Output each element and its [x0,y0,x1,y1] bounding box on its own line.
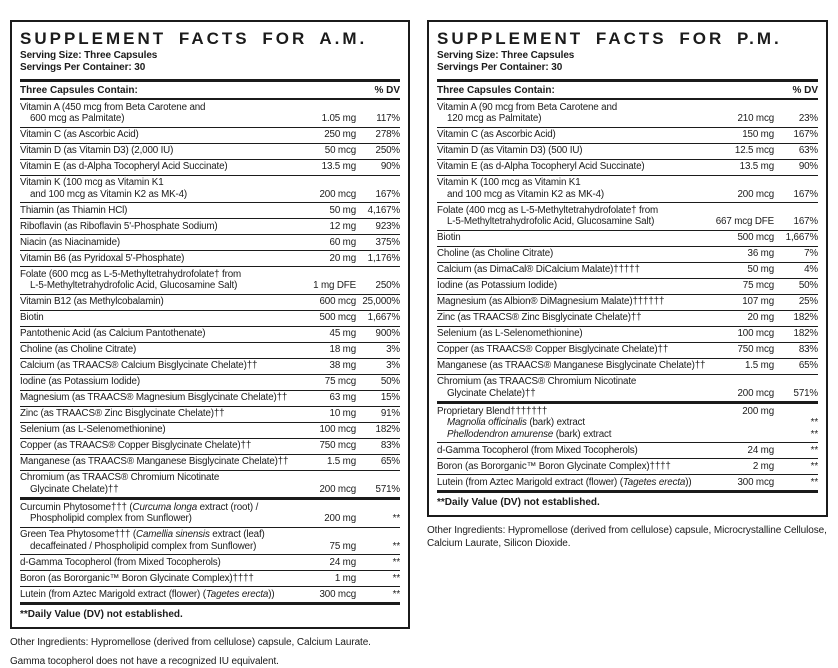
ingredient-name: Iodine (as Potassium Iodide) [437,280,710,292]
daily-value: 65% [356,456,400,468]
amount-value: 12 mg [292,221,356,233]
fact-line [437,429,818,441]
daily-value: ** [774,417,818,429]
fact-row [437,143,818,159]
ingredient-name: Biotin [20,312,292,324]
daily-value: 15% [356,392,400,404]
amount-value: 200 mcg [292,189,356,201]
amount-value: 210 mcg [710,113,774,125]
amount-value: 200 mcg [292,484,356,496]
fact-row [437,442,818,458]
amount-value: 200 mg [710,406,774,418]
fact-line [20,472,400,484]
ingredient-name: Vitamin A (450 mcg from Beta Carotene and [20,102,292,114]
am-dv-header: % DV [374,85,400,96]
fact-row [437,127,818,143]
fact-line [437,376,818,388]
fact-line [437,461,818,473]
fact-line [20,296,400,308]
fact-row [20,422,400,438]
fact-line [437,102,818,114]
fact-row [20,374,400,390]
ingredient-name: Vitamin E (as d-Alpha Tocopheryl Acid Succinate) [20,161,292,173]
am-column-header-row [20,79,400,100]
am-facts-rows [20,100,400,602]
pm-contains-header: Three Capsules Contain: [437,85,555,96]
daily-value: 90% [356,161,400,173]
fact-line [20,541,400,553]
pm-other-ingredients: Other Ingredients: Hypromellose (derived from cellulose) capsule, Microcrystalline Cellulose, Calcium Laurate, Silicon Dioxide. [427,525,828,550]
fact-line [20,408,400,420]
fact-line [437,189,818,201]
daily-value: 1,667% [356,312,400,324]
fact-line [20,484,400,496]
amount-value: 50 mg [292,205,356,217]
fact-row [20,250,400,266]
amount-value: 75 mcg [710,280,774,292]
amount-value: 75 mcg [292,376,356,388]
fact-line [437,248,818,260]
ingredient-name: Folate (400 mcg as L-5-Methyltetrahydrofolate† from [437,205,710,217]
fact-line [20,344,400,356]
daily-value: 375% [356,237,400,249]
amount-value: 50 mcg [292,145,356,157]
ingredient-name: Manganese (as TRAACS® Manganese Bisglycinate Chelate)†† [437,360,710,372]
daily-value: 900% [356,328,400,340]
fact-row [437,374,818,402]
fact-line [20,456,400,468]
amount-value: 20 mg [292,253,356,265]
daily-value: 167% [774,189,818,201]
ingredient-name: Vitamin E (as d-Alpha Tocopheryl Acid Succinate) [437,161,710,173]
daily-value: 250% [356,145,400,157]
daily-value: 571% [774,388,818,400]
am-other-ingredients: Other Ingredients: Hypromellose (derived from cellulose) capsule, Calcium Laurate. [10,637,410,650]
daily-value: 3% [356,360,400,372]
daily-value: ** [356,589,400,601]
amount-value: 10 mg [292,408,356,420]
fact-line [437,417,818,429]
daily-value: 571% [356,484,400,496]
pm-dv-header: % DV [792,85,818,96]
daily-value: ** [356,557,400,569]
daily-value: ** [356,541,400,553]
ingredient-name: Vitamin C (as Ascorbic Acid) [437,129,710,141]
amount-value: 24 mg [292,557,356,569]
fact-row [20,202,400,218]
fact-line [437,205,818,217]
fact-line [20,392,400,404]
amount-value: 36 mg [710,248,774,260]
daily-value: 182% [774,328,818,340]
fact-row [20,342,400,358]
ingredient-name: Choline (as Choline Citrate) [20,344,292,356]
ingredient-name: Pantothenic Acid (as Calcium Pantothenate) [20,328,292,340]
fact-row [20,570,400,586]
ingredient-name: Zinc (as TRAACS® Zinc Bisglycinate Chelate)†† [437,312,710,324]
fact-row [20,218,400,234]
ingredient-name: Niacin (as Niacinamide) [20,237,292,249]
fact-line [437,312,818,324]
amount-value: 500 mcg [710,232,774,244]
daily-value: ** [774,445,818,457]
ingredient-name: Green Tea Phytosome††† (Camellia sinensis extract (leaf) [20,529,292,541]
fact-line [20,573,400,585]
fact-row [20,100,400,127]
daily-value: 182% [774,312,818,324]
daily-value: 1,667% [774,232,818,244]
fact-line [20,280,400,292]
fact-row [437,401,818,442]
amount-value: 1.5 mg [292,456,356,468]
fact-row [437,458,818,474]
ingredient-name: Vitamin K (100 mcg as Vitamin K1 [437,177,710,189]
ingredient-name: Chromium (as TRAACS® Chromium Nicotinate [437,376,710,388]
fact-row [20,143,400,159]
fact-line [437,161,818,173]
ingredient-name: Zinc (as TRAACS® Zinc Bisglycinate Chelate)†† [20,408,292,420]
fact-line [437,280,818,292]
pm-servings-per-container: Servings Per Container: 30 [437,62,818,74]
am-additional-note: Gamma tocopherol does not have a recognized IU equivalent. [10,656,410,668]
fact-line [20,529,400,541]
fact-line [20,328,400,340]
fact-line [20,189,400,201]
daily-value: 1,176% [356,253,400,265]
amount-value: 12.5 mcg [710,145,774,157]
ingredient-name: Vitamin B6 (as Pyridoxal 5'-Phosphate) [20,253,292,265]
fact-line [20,269,400,281]
ingredient-name: Phospholipid complex from Sunflower) [20,513,292,525]
am-contains-header: Three Capsules Contain: [20,85,138,96]
ingredient-name: Riboflavin (as Riboflavin 5'-Phosphate Sodium) [20,221,292,233]
fact-row [20,294,400,310]
fact-line [20,129,400,141]
fact-row [20,454,400,470]
ingredient-name: Lutein (from Aztec Marigold extract (flower) (Tagetes erecta)) [437,477,710,489]
am-column [10,20,410,668]
amount-value: 100 mcg [710,328,774,340]
fact-line [20,145,400,157]
pm-dv-footnote: **Daily Value (DV) not established. [437,490,818,511]
daily-value: 83% [774,344,818,356]
ingredient-name: Phellodendron amurense (bark) extract [437,429,710,441]
amount-value: 600 mcg [292,296,356,308]
ingredient-name: Vitamin C (as Ascorbic Acid) [20,129,292,141]
amount-value: 250 mg [292,129,356,141]
daily-value: 50% [774,280,818,292]
ingredient-name: Curcumin Phytosome††† (Curcuma longa extract (root) / [20,502,292,514]
ingredient-name: Magnolia officinalis (bark) extract [437,417,710,429]
ingredient-name: Lutein (from Aztec Marigold extract (flower) (Tagetes erecta)) [20,589,292,601]
daily-value: 167% [356,189,400,201]
fact-row [437,202,818,230]
amount-value: 1 mg DFE [292,280,356,292]
amount-value: 750 mcg [292,440,356,452]
fact-line [20,102,400,114]
amount-value: 13.5 mg [710,161,774,173]
amount-value: 200 mg [292,513,356,525]
amount-value: 2 mg [710,461,774,473]
ingredient-name: Glycinate Chelate)†† [20,484,292,496]
ingredient-name: L-5-Methyltetrahydrofolic Acid, Glucosamine Salt) [437,216,710,228]
fact-line [437,216,818,228]
fact-line [20,312,400,324]
amount-value: 1.05 mg [292,113,356,125]
daily-value: 65% [774,360,818,372]
ingredient-name: Magnesium (as Albion® DiMagnesium Malate)†††††† [437,296,710,308]
fact-line [20,424,400,436]
amount-value: 300 mcg [292,589,356,601]
daily-value: ** [774,461,818,473]
daily-value: 90% [774,161,818,173]
amount-value: 1.5 mg [710,360,774,372]
fact-line [437,406,818,418]
daily-value: 3% [356,344,400,356]
daily-value: 25% [774,296,818,308]
amount-value: 750 mcg [710,344,774,356]
pm-serving-size: Serving Size: Three Capsules [437,50,818,62]
fact-row [20,175,400,203]
ingredient-name: and 100 mcg as Vitamin K2 as MK-4) [437,189,710,201]
fact-row [437,100,818,127]
daily-value: ** [356,573,400,585]
ingredient-name: Glycinate Chelate)†† [437,388,710,400]
fact-line [437,388,818,400]
fact-line [437,145,818,157]
daily-value: 63% [774,145,818,157]
daily-value: ** [356,513,400,525]
fact-line [437,129,818,141]
fact-line [20,440,400,452]
fact-line [20,177,400,189]
fact-line [437,328,818,340]
ingredient-name: Vitamin D (as Vitamin D3) (2,000 IU) [20,145,292,157]
amount-value: 50 mg [710,264,774,276]
amount-value: 60 mg [292,237,356,249]
ingredient-name: d-Gamma Tocopherol (from Mixed Tocopherols) [437,445,710,457]
daily-value: 25,000% [356,296,400,308]
fact-row [437,326,818,342]
ingredient-name: d-Gamma Tocopherol (from Mixed Tocopherols) [20,557,292,569]
daily-value: 117% [356,113,400,125]
am-servings-per-container: Servings Per Container: 30 [20,62,400,74]
daily-value: 250% [356,280,400,292]
daily-value: ** [774,477,818,489]
daily-value: 4,167% [356,205,400,217]
fact-line [437,113,818,125]
daily-value: 23% [774,113,818,125]
fact-row [20,527,400,555]
ingredient-name: Iodine (as Potassium Iodide) [20,376,292,388]
ingredient-name: 120 mcg as Palmitate) [437,113,710,125]
fact-line [437,445,818,457]
fact-line [20,513,400,525]
daily-value: 4% [774,264,818,276]
pm-panel-title: SUPPLEMENT FACTS FOR P.M. [437,27,818,50]
fact-row [437,246,818,262]
amount-value: 24 mg [710,445,774,457]
amount-value: 1 mg [292,573,356,585]
pm-column-header-row [437,79,818,100]
fact-line [20,376,400,388]
fact-line [20,113,400,125]
fact-line [20,589,400,601]
daily-value: ** [774,429,818,441]
amount-value: 13.5 mg [292,161,356,173]
ingredient-name: Choline (as Choline Citrate) [437,248,710,260]
fact-line [20,237,400,249]
fact-row [437,230,818,246]
fact-row [437,159,818,175]
fact-line [437,477,818,489]
fact-row [20,470,400,498]
fact-row [20,127,400,143]
amount-value: 45 mg [292,328,356,340]
fact-row [20,554,400,570]
fact-row [437,175,818,203]
amount-value: 107 mg [710,296,774,308]
daily-value: 50% [356,376,400,388]
daily-value: 278% [356,129,400,141]
ingredient-name: Magnesium (as TRAACS® Magnesium Bisglycinate Chelate)†† [20,392,292,404]
amount-value: 300 mcg [710,477,774,489]
ingredient-name: Folate (600 mcg as L-5-Methyltetrahydrofolate† from [20,269,292,281]
fact-row [437,278,818,294]
ingredient-name: Copper (as TRAACS® Copper Bisglycinate Chelate)†† [20,440,292,452]
ingredient-name: Manganese (as TRAACS® Manganese Bisglycinate Chelate)†† [20,456,292,468]
fact-row [437,342,818,358]
amount-value: 38 mg [292,360,356,372]
ingredient-name: Copper (as TRAACS® Copper Bisglycinate Chelate)†† [437,344,710,356]
fact-line [20,557,400,569]
amount-value: 667 mcg DFE [710,216,774,228]
fact-row [20,497,400,527]
ingredient-name: Biotin [437,232,710,244]
daily-value: 7% [774,248,818,260]
amount-value: 150 mg [710,129,774,141]
fact-row [20,438,400,454]
ingredient-name: Proprietary Blend††††††† [437,406,710,418]
fact-row [20,234,400,250]
ingredient-name: Selenium (as L-Selenomethionine) [437,328,710,340]
fact-row [20,390,400,406]
ingredient-name: Selenium (as L-Selenomethionine) [20,424,292,436]
fact-row [20,358,400,374]
fact-row [437,310,818,326]
fact-row [20,159,400,175]
am-supplement-facts-panel [10,20,410,629]
pm-column [427,20,828,550]
am-serving-size: Serving Size: Three Capsules [20,50,400,62]
pm-supplement-facts-panel [427,20,828,517]
fact-row [20,266,400,294]
ingredient-name: Vitamin A (90 mcg from Beta Carotene and [437,102,710,114]
daily-value: 182% [356,424,400,436]
ingredient-name: 600 mcg as Palmitate) [20,113,292,125]
ingredient-name: and 100 mcg as Vitamin K2 as MK-4) [20,189,292,201]
ingredient-name: Calcium (as TRAACS® Calcium Bisglycinate Chelate)†† [20,360,292,372]
ingredient-name: Boron (as Bororganic™ Boron Glycinate Complex)†††† [437,461,710,473]
fact-row [20,406,400,422]
fact-line [20,161,400,173]
daily-value: 167% [774,216,818,228]
fact-row [20,326,400,342]
am-panel-title: SUPPLEMENT FACTS FOR A.M. [20,27,400,50]
fact-line [20,221,400,233]
ingredient-name: L-5-Methyltetrahydrofolic Acid, Glucosamine Salt) [20,280,292,292]
daily-value: 91% [356,408,400,420]
fact-line [437,296,818,308]
fact-line [20,502,400,514]
ingredient-name: Vitamin K (100 mcg as Vitamin K1 [20,177,292,189]
amount-value: 18 mg [292,344,356,356]
fact-row [437,474,818,490]
fact-row [20,586,400,602]
amount-value: 200 mcg [710,189,774,201]
ingredient-name: Thiamin (as Thiamin HCl) [20,205,292,217]
daily-value: 167% [774,129,818,141]
ingredient-name: Calcium (as DimaCal® DiCalcium Malate)††††† [437,264,710,276]
amount-value: 100 mcg [292,424,356,436]
amount-value: 500 mcg [292,312,356,324]
fact-line [20,205,400,217]
am-dv-footnote: **Daily Value (DV) not established. [20,602,400,623]
fact-line [20,253,400,265]
amount-value: 63 mg [292,392,356,404]
fact-row [437,358,818,374]
ingredient-name: Vitamin D (as Vitamin D3) (500 IU) [437,145,710,157]
fact-row [437,294,818,310]
fact-line [437,264,818,276]
amount-value: 20 mg [710,312,774,324]
fact-line [437,360,818,372]
ingredient-name: Vitamin B12 (as Methylcobalamin) [20,296,292,308]
ingredient-name: decaffeinated / Phospholipid complex from Sunflower) [20,541,292,553]
amount-value: 200 mcg [710,388,774,400]
fact-row [20,310,400,326]
ingredient-name: Boron (as Bororganic™ Boron Glycinate Complex)†††† [20,573,292,585]
fact-line [437,177,818,189]
daily-value: 83% [356,440,400,452]
fact-line [437,344,818,356]
fact-row [437,262,818,278]
pm-facts-rows [437,100,818,490]
daily-value: 923% [356,221,400,233]
ingredient-name: Chromium (as TRAACS® Chromium Nicotinate [20,472,292,484]
fact-line [437,232,818,244]
fact-line [20,360,400,372]
amount-value: 75 mg [292,541,356,553]
